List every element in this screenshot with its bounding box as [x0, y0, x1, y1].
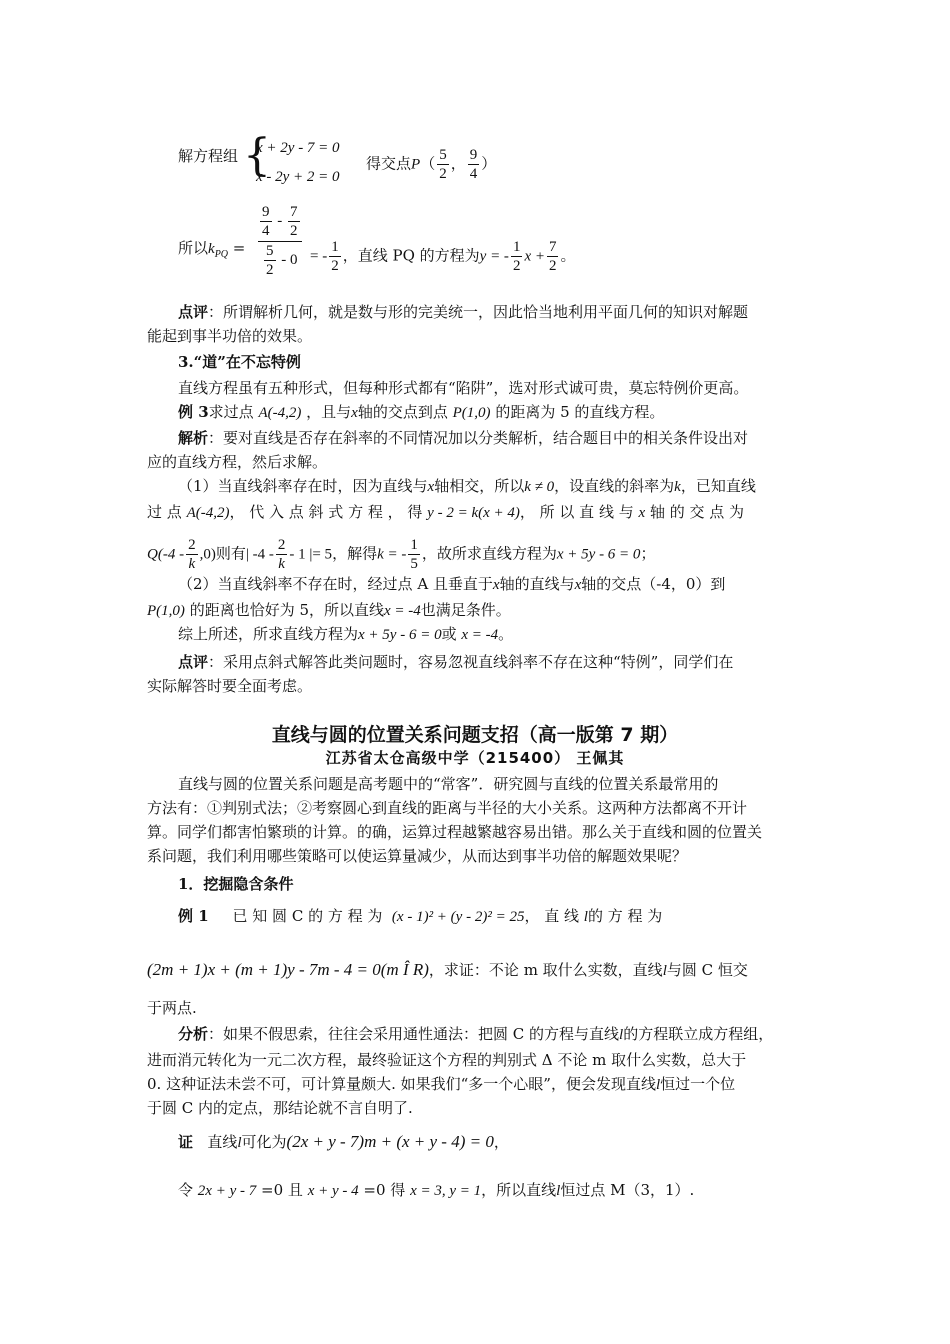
case-1-line-3: [147, 536, 655, 573]
frac-1-2-a: [329, 238, 341, 275]
intro-line-3: 算。同学们都害怕繁琐的计算。的确，运算过程越繁越容易出错。那么关于直线和圆的位置关: [147, 823, 763, 841]
comment-2-text: ：采用点斜式解答此类问题时，容易忽视直线斜率不存在这种“特例”，同学们在: [208, 653, 734, 671]
z1-t2: 可化为: [241, 1133, 287, 1151]
compound-fraction: [258, 203, 302, 279]
proof-line-2: [178, 1180, 694, 1201]
comment-1-line-1: [178, 302, 748, 322]
fx-t2: 的方程联立成方程组，: [623, 1025, 774, 1043]
system-equation-2: x - 2y + 2 = 0: [256, 169, 340, 185]
comment-2-line-1: [178, 652, 733, 672]
c5-eq: x = -4: [384, 603, 421, 619]
analysis-line-2: 应的直线方程，然后求解。: [147, 453, 328, 471]
c3-t1: 则有: [215, 544, 246, 563]
frac-7-2-b: [547, 238, 559, 275]
c1-t3: ，设直线的斜率为: [554, 477, 675, 495]
equals-minus: = -: [310, 248, 328, 265]
example-1-lead: 例 1: [178, 907, 209, 925]
fenxi-line-2: 进而消元转化为一元二次方程，最终验证这个方程的判别式 Δ 不论 m 取什么实数，总大于: [147, 1051, 747, 1069]
r-num: 1: [331, 239, 339, 255]
fx-line3b: 恒过一个位: [660, 1075, 736, 1093]
case-2-line-1: [178, 574, 725, 595]
c5-p: P(1,0): [147, 603, 185, 619]
c2-t2: ， 代 入 点 斜 式 方 程 ， 得: [229, 503, 423, 521]
fx-t1: ：如果不假思索，往往会采用通性通法：把圆 C 的方程与直线: [208, 1025, 620, 1043]
fenxi-line-4: 于圆 C 内的定点，那结论就不言自明了.: [147, 1099, 413, 1117]
z2-t3: =0 得: [363, 1181, 406, 1199]
c5-t2: 也满足条件。: [420, 601, 511, 619]
c3-qend: ,0): [199, 546, 216, 563]
y-eq: y = -: [479, 248, 509, 265]
z2-t5: 恒过点 M（3，1）.: [560, 1181, 695, 1199]
c1-k-ne-0: k ≠ 0: [524, 479, 555, 495]
py-num: 9: [469, 147, 478, 163]
ex3-t2: ，且与: [306, 403, 352, 421]
x-axis: x: [351, 405, 358, 421]
point-p-1-0: P(1,0): [452, 405, 491, 421]
t-den: 2: [548, 258, 557, 274]
frac-1-2-b: [511, 238, 523, 275]
c2-t4: 轴 的 交 点 为: [649, 503, 745, 521]
example-1-line-3: 于两点.: [147, 999, 197, 1017]
case-2-line-2: [147, 600, 511, 621]
z2-eq2: x + y - 4: [307, 1183, 359, 1199]
z1-eq: (2x + y - 7)m + (x + y - 4) = 0: [286, 1132, 494, 1151]
c3-frac-1-5: [408, 536, 420, 573]
slope-k: k: [208, 241, 215, 257]
z2-l: l: [556, 1183, 561, 1199]
fenxi-line-3: [147, 1074, 735, 1095]
c5-t1: 的距离也恰好为 5，所以直线: [189, 601, 385, 619]
e1-t2: ， 直 线: [524, 907, 579, 925]
example-3-lead: 例 3: [178, 403, 209, 421]
py-fraction: [468, 146, 480, 183]
example-1-line-1: [178, 906, 662, 927]
s-den: 2: [512, 258, 521, 274]
fx-line3a: 0. 这种证法未尝不可，可计算量颇大. 如果我们“多一个心眼”，便会发现直线: [147, 1075, 656, 1093]
fx-l: l: [619, 1027, 624, 1043]
z1-t1: 直线: [207, 1133, 238, 1151]
article-author: 江苏省太仓高级中学（215400） 王佩其: [325, 749, 625, 767]
c4-t2: 轴的直线与: [499, 575, 575, 593]
comment-1-text: ：所谓解析几何，就是数与形的完美统一，因此恰当地利用平面几何的知识对解题: [208, 303, 749, 321]
ex3-t1: 求过点: [208, 403, 254, 421]
c4-x1: x: [492, 577, 500, 593]
line-pq-text: ，直线 PQ 的方程为: [342, 246, 480, 265]
c1-t4: ，已知直线: [680, 477, 756, 495]
a-num: 9: [262, 204, 270, 220]
e1-t3: 的 方 程 为: [587, 907, 663, 925]
frac-9-4: [260, 203, 272, 240]
proof-lead: 证: [178, 1133, 194, 1151]
z2-t1: 令: [178, 1181, 194, 1199]
intro-line-2: 方法有：①判别式法；②考察圆心到直线的距离与半径的大小关系。这两种方法都离不开计: [147, 799, 748, 817]
px-den: 2: [439, 166, 447, 182]
s-num: 1: [512, 239, 521, 255]
c2-a: A(-4,2): [186, 505, 230, 521]
b-num: 7: [290, 204, 298, 220]
c6-t2: 或: [441, 625, 457, 643]
point-a: A(-4,2): [258, 405, 302, 421]
z2-eq1: 2x + y - 7: [197, 1183, 257, 1199]
c1-x: x: [427, 479, 435, 495]
x-plus: x +: [524, 248, 545, 265]
z2-t2: =0 且: [261, 1181, 303, 1199]
section-3-heading: 3.“道”在不忘特例: [178, 353, 301, 371]
c4-t3: 轴的交点（-4，0）到: [581, 575, 726, 593]
intersection-label: 得交点: [366, 154, 412, 173]
c3-k: k = -: [377, 546, 407, 563]
c3-q: Q(-4 -: [147, 546, 185, 563]
py-den: 4: [469, 166, 478, 182]
z1-end: ，: [493, 1133, 509, 1151]
c4-x2: x: [574, 577, 582, 593]
comment-1-lead: 点评: [178, 303, 209, 321]
px-num: 5: [439, 147, 447, 163]
analysis-line-1: [178, 428, 748, 448]
line-equation: (2m + 1)x + (m + 1)y - 7m - 4 = 0(m Î R): [147, 960, 429, 979]
system-brace: {: [243, 130, 271, 181]
z1-l: l: [237, 1135, 242, 1151]
case-1-line-2: [147, 502, 744, 523]
c3-f3-num: 1: [410, 537, 418, 553]
c3-t3: ，故所求直线方程为: [421, 544, 557, 563]
case-1-line-1: [178, 476, 756, 497]
c3-eq: x + 5y - 6 = 0: [556, 546, 641, 563]
c2-t3: ， 所 以 直 线 与: [519, 503, 634, 521]
c2-x: x: [638, 505, 646, 521]
c3-abs1: | -4 -: [245, 546, 274, 563]
intro-line-1: 直线与圆的位置关系问题是高考题中的“常客”．研究圆与直线的位置关系最常用的: [178, 775, 719, 793]
fx-l2: l: [655, 1077, 661, 1093]
c1-t1: （1）当直线斜率存在时，因为直线与: [178, 477, 428, 495]
example-3-line: [178, 402, 664, 423]
comment-2-line-2: 实际解答时要全面考虑。: [147, 677, 313, 695]
compound-numerator: $\frac{9}{4}$ - $\frac{7}{2}$: [258, 203, 302, 242]
c6-t1: 综上所述，所求直线方程为: [178, 625, 359, 643]
e2-t1: ，求证：不论 m 取什么实数，直线: [428, 961, 663, 979]
intro-line-4: 系问题，我们利用哪些策略可以使运算量减少，从而达到事半功倍的解题效果呢？: [147, 847, 688, 865]
c2-point-slope: y - 2 = k(x + 4): [427, 505, 520, 521]
c3-frac-2-k-b: [276, 536, 288, 573]
c6-eq2: x = -4: [461, 627, 499, 643]
analysis-lead: 解析: [178, 429, 209, 447]
solve-system-label: 解方程组: [178, 147, 239, 165]
frac-7-2: [288, 203, 300, 240]
c-num: 5: [266, 243, 274, 259]
c3-f3-den: 5: [410, 556, 418, 572]
r-den: 2: [331, 258, 339, 274]
px-fraction: [437, 146, 449, 183]
e2-l: l: [662, 963, 667, 979]
fenxi-lead: 分析: [178, 1025, 209, 1043]
b-den: 2: [290, 223, 298, 239]
section-3-intro: 直线方程虽有五种形式，但每种形式都有“陷阱”，选对形式诚可贵，莫忘特例价更高。: [178, 379, 749, 397]
period: 。: [560, 246, 576, 265]
ex3-t3: 轴的交点到点: [357, 403, 448, 421]
c3-f1-den: k: [188, 556, 196, 572]
z2-t4: ，所以直线: [481, 1181, 557, 1199]
c3-abs2: - 1 |= 5: [289, 546, 333, 563]
frac-5-2: [264, 242, 276, 279]
comment-1-line-2: 能起到事半功倍的效果。: [147, 327, 313, 345]
c6-eq1: x + 5y - 6 = 0: [358, 627, 442, 643]
c3-t2: ，解得: [332, 544, 378, 563]
e2-t2: 与圆 C 恒交: [666, 961, 748, 979]
compound-denominator: $\frac{5}{2}$ - 0: [266, 243, 298, 278]
c3-f2-den: k: [278, 556, 285, 572]
slope-sub: PQ: [214, 249, 229, 260]
e1-l: l: [583, 909, 588, 925]
slope-result-line: [310, 238, 575, 275]
c6-end: 。: [498, 625, 514, 643]
c3-end: ；: [640, 544, 656, 563]
summary-line: [178, 624, 513, 645]
c-den: 2: [266, 262, 274, 278]
intersection-text: 得交点P（ $\frac{5}{2}$ ， $\frac{9}{4}$ ）: [366, 147, 497, 182]
c3-f2-num: 2: [277, 537, 286, 553]
fenxi-line-1: [178, 1024, 773, 1045]
ex3-t4: 的距离为 5 的直线方程。: [495, 403, 665, 421]
circle-equation: (x - 1)² + (y - 2)² = 25: [391, 909, 525, 925]
zero: 0: [290, 251, 298, 268]
z2-sol: x = 3, y = 1: [410, 1183, 482, 1199]
system-equation-1: x + 2y - 7 = 0: [256, 140, 340, 156]
article-title: 直线与圆的位置关系问题支招（高一版第 7 期）: [271, 724, 679, 746]
so-label: 所以: [178, 239, 209, 257]
a-den: 4: [262, 223, 270, 239]
point-p: P: [411, 156, 421, 173]
heading-1: 1．挖掘隐含条件: [178, 875, 294, 893]
c1-t2: 轴相交，所以: [434, 477, 525, 495]
example-1-line-2: [147, 960, 748, 981]
c2-t1: 过 点: [147, 503, 182, 521]
slope-label: 所以$k_{PQ}$ =: [178, 239, 246, 260]
e1-t1: 已 知 圆 C 的 方 程 为: [232, 907, 383, 925]
c4-t1: （2）当直线斜率不存在时，经过点 A 且垂直于: [178, 575, 493, 593]
c1-k: k: [674, 479, 681, 495]
proof-line-1: [178, 1132, 509, 1153]
c3-f1-num: 2: [188, 537, 196, 553]
comment-2-lead: 点评: [178, 653, 209, 671]
c3-frac-2-k: [186, 536, 198, 573]
t-num: 7: [548, 239, 557, 255]
analysis-text-1: ：要对直线是否存在斜率的不同情况加以分类解析，结合题目中的相关条件设出对: [208, 429, 749, 447]
